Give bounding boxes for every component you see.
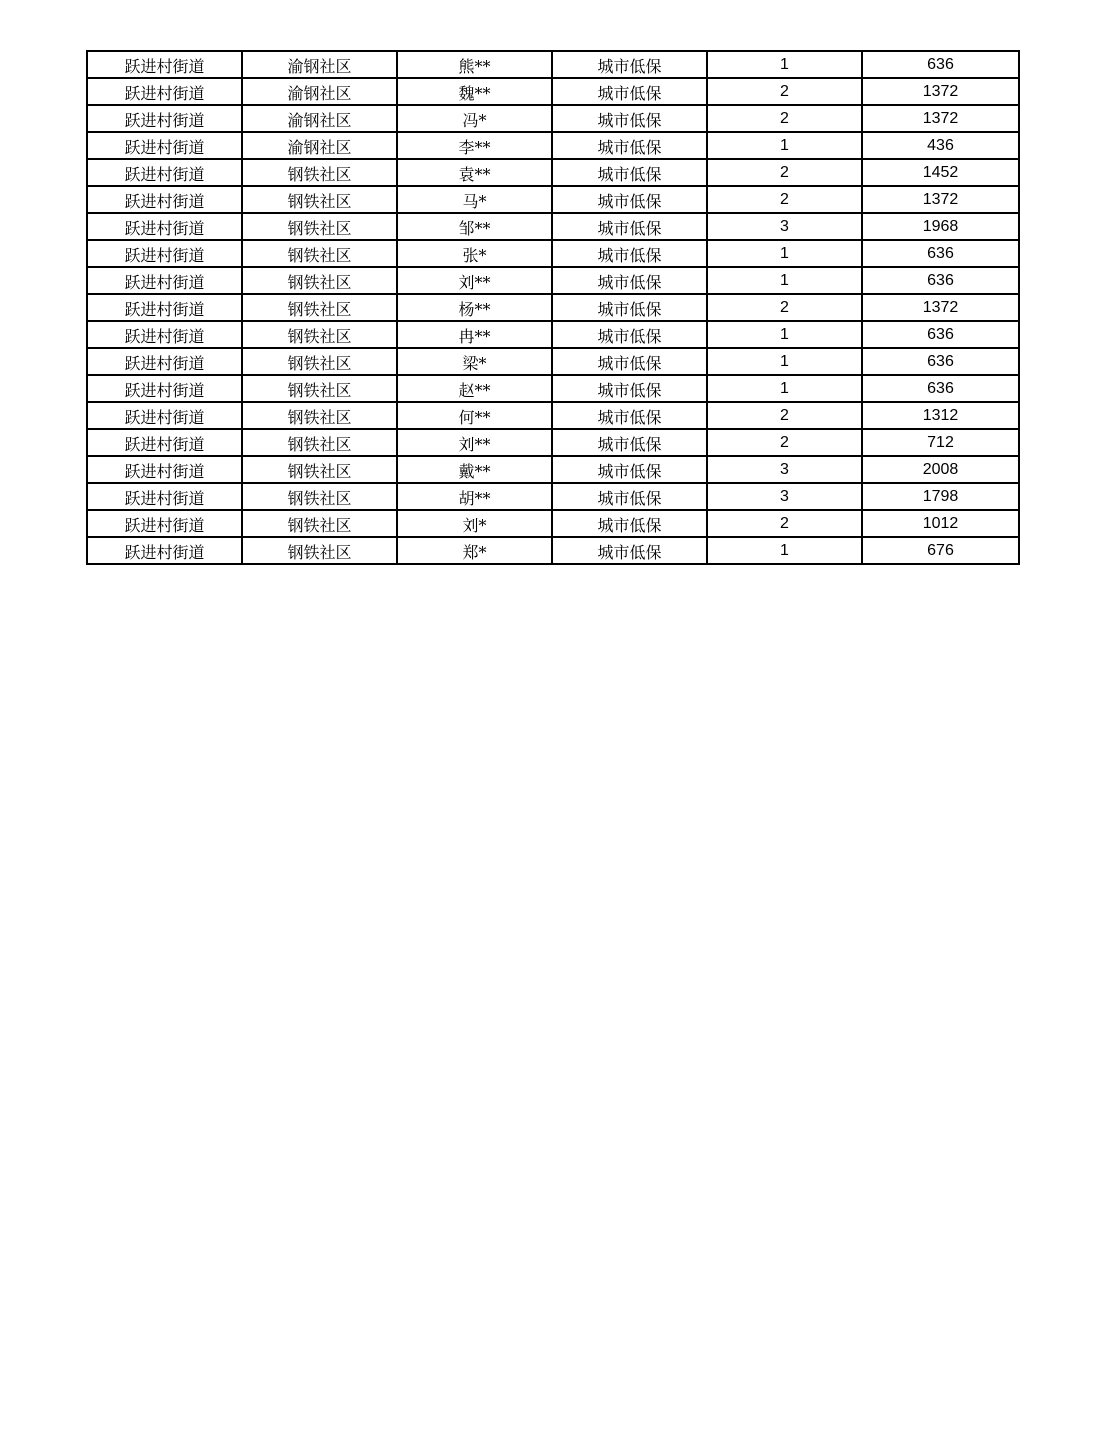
community-cell: 渝钢社区 [242, 105, 397, 132]
table-row [87, 483, 1019, 510]
name-cell: 杨** [397, 294, 552, 321]
amount-cell: 676 [862, 537, 1019, 564]
category-cell: 城市低保 [552, 267, 707, 294]
amount-cell: 1012 [862, 510, 1019, 537]
community-cell: 钢铁社区 [242, 510, 397, 537]
street-cell: 跃进村街道 [87, 78, 242, 105]
household-size-cell: 1 [707, 537, 862, 564]
table-row [87, 402, 1019, 429]
street-cell: 跃进村街道 [87, 402, 242, 429]
name-cell: 马* [397, 186, 552, 213]
household-size-cell: 1 [707, 321, 862, 348]
street-cell: 跃进村街道 [87, 483, 242, 510]
category-cell: 城市低保 [552, 132, 707, 159]
street-cell: 跃进村街道 [87, 267, 242, 294]
category-cell: 城市低保 [552, 186, 707, 213]
community-cell: 渝钢社区 [242, 132, 397, 159]
category-cell: 城市低保 [552, 240, 707, 267]
category-cell: 城市低保 [552, 402, 707, 429]
table-body [87, 51, 1019, 564]
amount-cell: 636 [862, 240, 1019, 267]
category-cell: 城市低保 [552, 348, 707, 375]
name-cell: 刘** [397, 267, 552, 294]
community-cell: 钢铁社区 [242, 375, 397, 402]
name-cell: 戴** [397, 456, 552, 483]
household-size-cell: 1 [707, 240, 862, 267]
amount-cell: 1372 [862, 105, 1019, 132]
name-cell: 梁* [397, 348, 552, 375]
street-cell: 跃进村街道 [87, 105, 242, 132]
name-cell: 张* [397, 240, 552, 267]
table-row [87, 78, 1019, 105]
street-cell: 跃进村街道 [87, 429, 242, 456]
name-cell: 郑* [397, 537, 552, 564]
table-row [87, 537, 1019, 564]
table-row [87, 186, 1019, 213]
table-row [87, 132, 1019, 159]
community-cell: 钢铁社区 [242, 456, 397, 483]
amount-cell: 1372 [862, 78, 1019, 105]
amount-cell: 1312 [862, 402, 1019, 429]
street-cell: 跃进村街道 [87, 348, 242, 375]
street-cell: 跃进村街道 [87, 510, 242, 537]
name-cell: 刘** [397, 429, 552, 456]
household-size-cell: 1 [707, 267, 862, 294]
category-cell: 城市低保 [552, 456, 707, 483]
table-row [87, 321, 1019, 348]
table-row [87, 294, 1019, 321]
table-row [87, 213, 1019, 240]
name-cell: 李** [397, 132, 552, 159]
category-cell: 城市低保 [552, 321, 707, 348]
category-cell: 城市低保 [552, 537, 707, 564]
household-size-cell: 3 [707, 483, 862, 510]
household-size-cell: 2 [707, 429, 862, 456]
community-cell: 钢铁社区 [242, 537, 397, 564]
amount-cell: 2008 [862, 456, 1019, 483]
community-cell: 渝钢社区 [242, 51, 397, 78]
community-cell: 钢铁社区 [242, 213, 397, 240]
street-cell: 跃进村街道 [87, 186, 242, 213]
community-cell: 钢铁社区 [242, 159, 397, 186]
name-cell: 赵** [397, 375, 552, 402]
household-size-cell: 2 [707, 186, 862, 213]
amount-cell: 1968 [862, 213, 1019, 240]
table-row [87, 456, 1019, 483]
household-size-cell: 2 [707, 294, 862, 321]
community-cell: 钢铁社区 [242, 240, 397, 267]
table-row [87, 429, 1019, 456]
name-cell: 胡** [397, 483, 552, 510]
category-cell: 城市低保 [552, 159, 707, 186]
category-cell: 城市低保 [552, 213, 707, 240]
household-size-cell: 3 [707, 456, 862, 483]
street-cell: 跃进村街道 [87, 375, 242, 402]
table-row [87, 51, 1019, 78]
community-cell: 钢铁社区 [242, 267, 397, 294]
category-cell: 城市低保 [552, 510, 707, 537]
street-cell: 跃进村街道 [87, 294, 242, 321]
category-cell: 城市低保 [552, 483, 707, 510]
street-cell: 跃进村街道 [87, 213, 242, 240]
community-cell: 钢铁社区 [242, 294, 397, 321]
amount-cell: 636 [862, 375, 1019, 402]
street-cell: 跃进村街道 [87, 537, 242, 564]
community-cell: 钢铁社区 [242, 348, 397, 375]
street-cell: 跃进村街道 [87, 321, 242, 348]
community-cell: 钢铁社区 [242, 483, 397, 510]
amount-cell: 712 [862, 429, 1019, 456]
name-cell: 魏** [397, 78, 552, 105]
name-cell: 刘* [397, 510, 552, 537]
category-cell: 城市低保 [552, 105, 707, 132]
household-size-cell: 2 [707, 510, 862, 537]
amount-cell: 636 [862, 51, 1019, 78]
name-cell: 邹** [397, 213, 552, 240]
category-cell: 城市低保 [552, 294, 707, 321]
table-row [87, 105, 1019, 132]
category-cell: 城市低保 [552, 78, 707, 105]
table-row [87, 510, 1019, 537]
table-row [87, 267, 1019, 294]
table-row [87, 159, 1019, 186]
amount-cell: 636 [862, 348, 1019, 375]
community-cell: 钢铁社区 [242, 429, 397, 456]
amount-cell: 1798 [862, 483, 1019, 510]
household-size-cell: 1 [707, 348, 862, 375]
name-cell: 冉** [397, 321, 552, 348]
household-size-cell: 2 [707, 78, 862, 105]
name-cell: 冯* [397, 105, 552, 132]
table-row [87, 348, 1019, 375]
amount-cell: 436 [862, 132, 1019, 159]
table-row [87, 375, 1019, 402]
amount-cell: 1372 [862, 186, 1019, 213]
assistance-table-container [86, 50, 1018, 565]
household-size-cell: 2 [707, 159, 862, 186]
amount-cell: 636 [862, 321, 1019, 348]
household-size-cell: 2 [707, 105, 862, 132]
name-cell: 熊** [397, 51, 552, 78]
name-cell: 何** [397, 402, 552, 429]
household-size-cell: 1 [707, 132, 862, 159]
household-size-cell: 1 [707, 51, 862, 78]
street-cell: 跃进村街道 [87, 51, 242, 78]
community-cell: 渝钢社区 [242, 78, 397, 105]
street-cell: 跃进村街道 [87, 159, 242, 186]
street-cell: 跃进村街道 [87, 132, 242, 159]
category-cell: 城市低保 [552, 429, 707, 456]
category-cell: 城市低保 [552, 51, 707, 78]
table-row [87, 240, 1019, 267]
amount-cell: 1452 [862, 159, 1019, 186]
street-cell: 跃进村街道 [87, 456, 242, 483]
community-cell: 钢铁社区 [242, 321, 397, 348]
assistance-table [86, 50, 1020, 565]
household-size-cell: 2 [707, 402, 862, 429]
name-cell: 袁** [397, 159, 552, 186]
household-size-cell: 1 [707, 375, 862, 402]
amount-cell: 1372 [862, 294, 1019, 321]
street-cell: 跃进村街道 [87, 240, 242, 267]
amount-cell: 636 [862, 267, 1019, 294]
household-size-cell: 3 [707, 213, 862, 240]
community-cell: 钢铁社区 [242, 402, 397, 429]
category-cell: 城市低保 [552, 375, 707, 402]
community-cell: 钢铁社区 [242, 186, 397, 213]
